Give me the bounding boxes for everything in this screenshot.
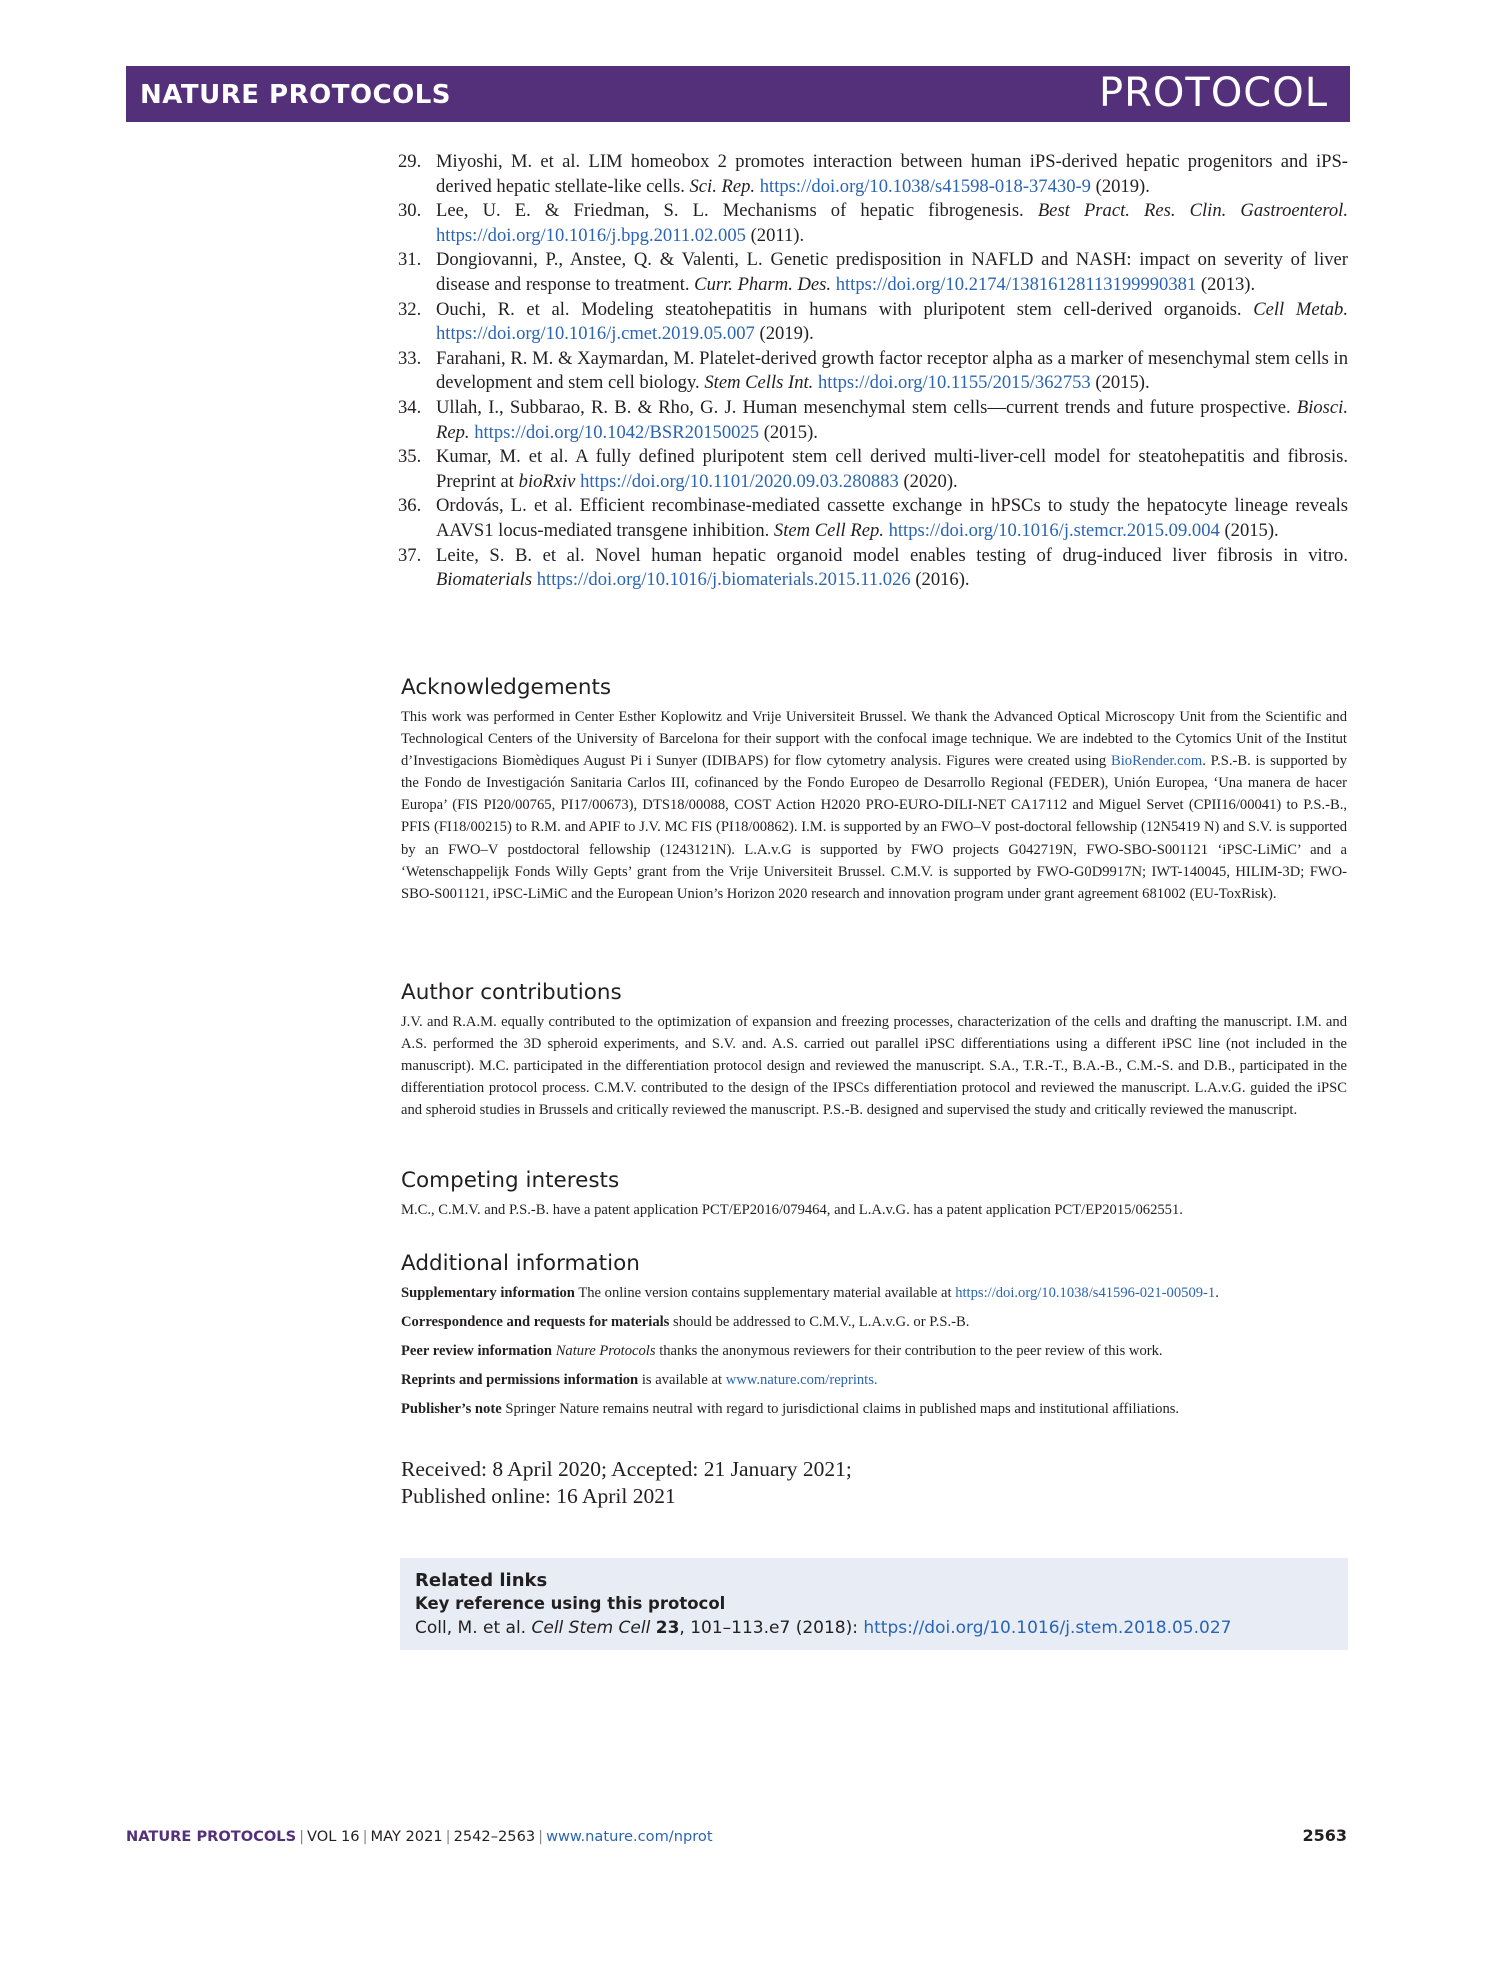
supplementary-link[interactable]: https://doi.org/10.1038/s41596-021-00509-1 <box>955 1285 1216 1301</box>
reference-text: Miyoshi, M. et al. LIM homeobox 2 promotes interaction between human iPS-derived hepatic progenitors and iPS-derived hepatic stellate-like cells. <box>436 151 1348 197</box>
reference-text: Ordovás, L. et al. Efficient recombinase-mediated cassette exchange in hPSCs to study the hepatocyte lineage reveals AAVS1 locus-mediated transgene inhibition. <box>436 495 1348 541</box>
article-type-label: PROTOCOL <box>1098 70 1328 116</box>
info-label: Reprints and permissions information <box>401 1372 639 1389</box>
footer-separator: | <box>445 1828 451 1845</box>
reference-journal: Curr. Pharm. Des. <box>694 273 832 295</box>
reference-year: (2011). <box>750 224 805 246</box>
citation-journal: Cell Stem Cell <box>531 1618 651 1638</box>
acknowledgements-heading: Acknowledgements <box>401 675 612 700</box>
competing-interests-section <box>401 1167 1347 1221</box>
reference-doi-link[interactable]: https://doi.org/10.1155/2015/362753 <box>817 372 1091 394</box>
acknowledgements-text <box>401 706 1347 905</box>
additional-information-section <box>401 1250 1347 1420</box>
citation-pages: , 101–113.e7 (2018): <box>679 1618 858 1638</box>
page-number: 2563 <box>1302 1826 1347 1845</box>
reference-journal: Cell Metab. <box>1253 298 1348 320</box>
reference-number: 37. <box>398 544 422 566</box>
reference-number: 31. <box>398 249 422 271</box>
biorender-link[interactable]: BioRender.com <box>1111 753 1203 770</box>
publication-dates <box>401 1456 852 1510</box>
footer-separator: | <box>299 1828 305 1845</box>
footer-volume: VOL 16 <box>307 1828 360 1845</box>
related-links-title: Related links <box>415 1570 548 1591</box>
competing-interests-text: M.C., C.M.V. and P.S.-B. have a patent application PCT/EP2016/079464, and L.A.v.G. has a patent application PCT/EP2015/062551. <box>401 1202 1183 1218</box>
reference-journal: Best Pract. Res. Clin. Gastroenterol. <box>1037 200 1348 222</box>
reference-number: 30. <box>398 200 422 222</box>
footer-date: MAY 2021 <box>370 1828 443 1845</box>
reference-year: (2019). <box>759 323 814 345</box>
reference-doi-link[interactable]: https://doi.org/10.1016/j.cmet.2019.05.007 <box>436 323 755 345</box>
reference-number: 33. <box>398 347 422 369</box>
peer-review-information <box>401 1340 1347 1362</box>
reference-text: Lee, U. E. & Friedman, S. L. Mechanisms of hepatic fibrogenesis. <box>436 200 1024 222</box>
reference-text: Dongiovanni, P., Anstee, Q. & Valenti, L. Genetic predisposition in NAFLD and NASH: impact on severity of liver disease and response to treatment. <box>436 249 1348 295</box>
citation-authors: Coll, M. et al. <box>415 1618 527 1638</box>
reference-item <box>398 298 1348 347</box>
reference-item <box>398 494 1348 543</box>
related-links-citation <box>415 1618 1231 1638</box>
acknowledgements-section <box>401 674 1347 905</box>
info-text: thanks the anonymous reviewers for their contribution to the peer review of this work. <box>659 1343 1163 1360</box>
reference-year: (2015). <box>1095 372 1150 394</box>
reprints-information <box>401 1369 1347 1391</box>
page-footer <box>126 1828 713 1845</box>
reference-year: (2020). <box>903 470 958 492</box>
reference-text: Ullah, I., Subbarao, R. B. & Rho, G. J. Human mesenchymal stem cells—current trends and future prospective. <box>436 396 1291 418</box>
reference-number: 35. <box>398 446 422 468</box>
reference-number: 34. <box>398 396 422 418</box>
journal-header-bar <box>126 66 1350 122</box>
received-accepted-dates: Received: 8 April 2020; Accepted: 21 January 2021; <box>401 1457 852 1481</box>
reference-year: (2016). <box>915 569 970 591</box>
author-contributions-heading: Author contributions <box>401 980 622 1005</box>
reference-year: (2013). <box>1200 273 1256 295</box>
related-links-box <box>400 1558 1348 1650</box>
publisher-note <box>401 1398 1347 1420</box>
reference-doi-link[interactable]: https://doi.org/10.1016/j.stemcr.2015.09.004 <box>888 519 1220 541</box>
reference-doi-link[interactable]: https://doi.org/10.1101/2020.09.03.280883 <box>580 470 899 492</box>
reference-number: 32. <box>398 298 422 320</box>
info-text: should be addressed to C.M.V., L.A.v.G. or P.S.-B. <box>673 1314 970 1331</box>
reference-item <box>398 248 1348 297</box>
reference-journal: Stem Cell Rep. <box>773 519 884 541</box>
reference-doi-link[interactable]: https://doi.org/10.1038/s41598-018-37430-9 <box>759 175 1091 197</box>
reference-year: (2015). <box>763 421 818 443</box>
citation-volume: 23 <box>655 1618 680 1638</box>
reference-text: Leite, S. B. et al. Novel human hepatic organoid model enables testing of drug-induced liver fibrosis in vitro. <box>436 544 1348 566</box>
reference-item <box>398 396 1348 445</box>
reference-number: 29. <box>398 151 422 172</box>
reference-doi-link[interactable]: https://doi.org/10.1016/j.bpg.2011.02.005 <box>436 224 746 246</box>
reference-doi-link[interactable]: https://doi.org/10.1042/BSR20150025 <box>474 421 760 443</box>
acknowledgements-text-part: This work was performed in Center Esther Koplowitz and Vrije Universiteit Brussel. We thank the Advanced Optical Microscopy Unit from the Scientific and Technological Centers of the University of Barcelona for their support with the confocal image technique. We are indebted to the Cytomics Unit of the Institut d’Investigacions Biomèdiques August Pi i Sunyer (IDIBAPS) for flow cytometry analysis. Figures were created using <box>401 709 1347 770</box>
author-contributions-text: J.V. and R.A.M. equally contributed to the optimization of expansion and freezing processes, characterization of the cells and drafting the manuscript. I.M. and A.S. performed the 3D spheroid experiments, and S.V. and. A.S. carried out parallel iPSC differentiations using a different iPSC line (not included in the manuscript). M.C. participated in the differentiation protocol design and reviewed the manuscript. S.A., T.R.-T., B.A.-B., C.M.-S. and D.B., participated in the differentiation protocol process. C.M.V. contributed to the design of the IPSCs differentiation protocol and reviewed the manuscript. L.A.v.G. guided the iPSC and spheroid studies in Brussels and critically reviewed the manuscript. P.S.-B. designed and supervised the study and critically reviewed the manuscript. <box>401 1014 1347 1119</box>
correspondence-information <box>401 1311 1347 1333</box>
reference-item <box>398 347 1348 396</box>
reference-item <box>398 544 1348 593</box>
reference-year: (2015). <box>1224 519 1279 541</box>
footer-separator: | <box>538 1828 544 1845</box>
reference-text: Kumar, M. et al. A fully defined pluripotent stem cell derived multi-liver-cell model for steatohepatitis and fibrosis. Preprint at <box>436 446 1348 492</box>
reference-text: Farahani, R. M. & Xaymardan, M. Platelet-derived growth factor receptor alpha as a marker of mesenchymal stem cells in development and stem cell biology. <box>436 347 1348 394</box>
reference-journal: bioRxiv <box>518 470 576 492</box>
reference-item <box>398 150 1348 199</box>
acknowledgements-text-part: . P.S.-B. is supported by the Fondo de Investigación Sanitaria Carlos III, cofinanced by the Fondo Europeo de Desarrollo Regional (FEDER), Unión Europea, ‘Una manera de hacer Europa’ (FIS PI20/00765, PI17/00673), DTS18/00088, COST Action H2020 PRO-EURO-DILI-NET CA17112 and Miguel Servet (CPII16/00041) to P.S.-B., PFIS (FI18/00215) to R.M. and APIF to J.V. MC FIS (PI18/00862). I.M. is supported by an FWO–V post-doctoral fellowship (12N5419 N) and S.V. is supported by an FWO–V postdoctoral fellowship (1243121N). L.A.v.G is supported by FWO projects G042719N, FWO-SBO-S001121 ‘iPSC-LiMiC’ and a ‘Wetenschappelijk Fonds Willy Gepts’ grant from the Vrije Universiteit Brussel. C.M.V. is supported by FWO-G0D9917N; IWT-140045, HILIM-3D; FWO-SBO-S001121, iPSC-LiMiC and the European Union’s Horizon 2020 research and innovation program under grant agreement 681002 (EU-ToxRisk). <box>401 753 1347 902</box>
info-label: Publisher’s note <box>401 1401 502 1418</box>
info-text: is available at <box>641 1372 723 1389</box>
info-text: . <box>1215 1285 1219 1301</box>
info-label: Correspondence and requests for materials <box>401 1314 670 1331</box>
competing-interests-heading: Competing interests <box>401 1168 620 1193</box>
journal-name: NATURE PROTOCOLS <box>140 80 452 110</box>
reference-item <box>398 445 1348 494</box>
additional-information-heading: Additional information <box>401 1251 640 1276</box>
reference-text: Ouchi, R. et al. Modeling steatohepatitis in humans with pluripotent stem cell-derived organoids. <box>436 298 1242 320</box>
info-journal: Nature Protocols <box>555 1343 656 1360</box>
author-contributions-section <box>401 979 1347 1121</box>
reference-number: 36. <box>398 495 422 517</box>
reprints-link[interactable]: www.nature.com/reprints. <box>725 1372 878 1389</box>
info-text: The online version contains supplementary material available at <box>578 1285 952 1301</box>
supplementary-information <box>401 1282 1347 1304</box>
reference-list <box>398 150 1348 593</box>
reference-doi-link[interactable]: https://doi.org/10.2174/13816128113199990381 <box>835 273 1197 295</box>
info-label: Supplementary information <box>401 1285 575 1301</box>
footer-url-link[interactable]: www.nature.com/nprot <box>546 1828 713 1845</box>
reference-item <box>398 199 1348 248</box>
info-text: Springer Nature remains neutral with regard to jurisdictional claims in published maps and institutional affiliations. <box>505 1401 1180 1418</box>
reference-journal: Biosci. Rep. <box>436 396 1348 443</box>
footer-journal: NATURE PROTOCOLS <box>126 1828 297 1845</box>
info-label: Peer review information <box>401 1343 553 1360</box>
footer-pages: 2542–2563 <box>453 1828 536 1845</box>
related-links-subtitle: Key reference using this protocol <box>415 1594 726 1613</box>
footer-separator: | <box>362 1828 368 1845</box>
reference-journal: Stem Cells Int. <box>704 372 814 394</box>
reference-doi-link[interactable]: https://doi.org/10.1016/j.biomaterials.2015.11.026 <box>536 569 911 591</box>
reference-year: (2019). <box>1095 175 1150 197</box>
related-doi-link[interactable]: https://doi.org/10.1016/j.stem.2018.05.027 <box>863 1618 1232 1638</box>
published-online-date: Published online: 16 April 2021 <box>401 1484 676 1508</box>
reference-journal: Sci. Rep. <box>689 175 756 197</box>
reference-journal: Biomaterials <box>436 569 533 591</box>
